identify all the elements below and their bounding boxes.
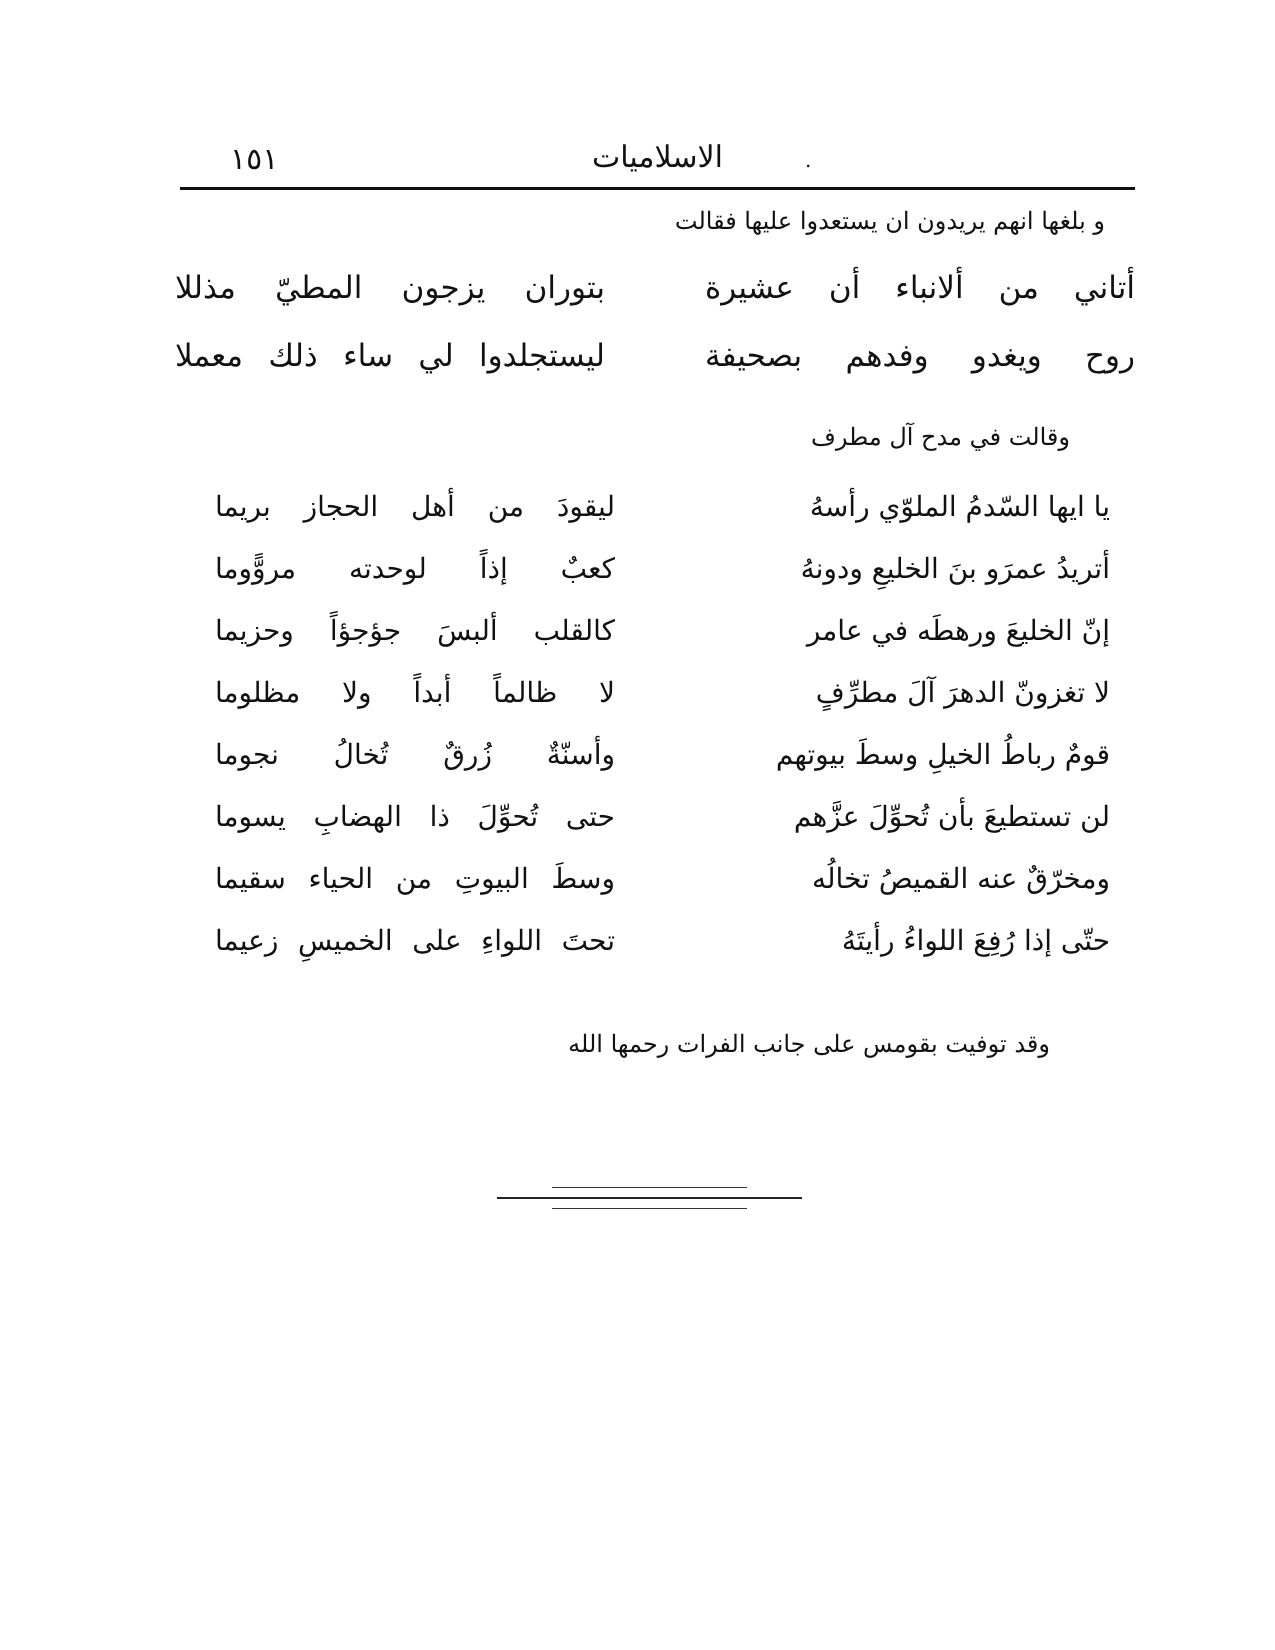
first-hemistich: لا تغزونّ الدهرَ آلَ مطرِّفٍ: [815, 676, 1110, 709]
first-hemistich: لن تستطيعَ بأن تُحوِّلَ عزَّهم: [793, 800, 1110, 833]
second-hemistich: حتى تُحوِّلَ ذا الهضابِ يسوما: [215, 800, 615, 833]
intro-text-1: و بلغها انهم يريدون ان يستعدوا عليها فقالت: [674, 207, 1105, 235]
first-hemistich: أتريدُ عمرَو بنَ الخليعِ ودونهُ: [800, 552, 1110, 585]
first-hemistich: روح ويغدو وفدهم بصحيفة: [705, 338, 1135, 374]
second-hemistich: كالقلب ألبسَ جؤجؤاً وحزيما: [215, 614, 615, 647]
verse: [215, 490, 1110, 552]
second-hemistich: بتوران يزجون المطيّ مذللا: [175, 270, 605, 306]
poem-1: [175, 270, 1135, 406]
first-hemistich: أتاني من ألانباء أن عشيرة: [705, 270, 1135, 306]
first-hemistich: يا ايها السّدمُ الملوّي رأسهُ: [809, 490, 1110, 523]
ornament-line: [497, 1197, 802, 1199]
second-hemistich: وأسنّةٌ زُرقٌ تُخالُ نجوما: [215, 738, 615, 771]
ornament-line: [552, 1187, 747, 1188]
second-hemistich: كعبٌ إذاً لوحدته مروًّوما: [215, 552, 615, 585]
poem-2: [215, 490, 1110, 986]
second-hemistich: وسطَ البيوتِ من الحياء سقيما: [215, 862, 615, 895]
first-hemistich: قومٌ رباطُ الخيلِ وسطَ بيوتهم: [775, 738, 1110, 771]
verse: [215, 552, 1110, 614]
verse: [215, 800, 1110, 862]
second-hemistich: ليستجلدوا لي ساء ذلك معملا: [175, 338, 605, 374]
intro-text-2: وقالت في مدح آل مطرف: [811, 423, 1070, 451]
second-hemistich: تحتَ اللواءِ على الخميسِ زعيما: [215, 924, 615, 957]
header-dot: .: [805, 148, 812, 172]
verse: [175, 338, 1135, 406]
first-hemistich: حتّى إذا رُفِعَ اللواءُ رأيتَهُ: [841, 924, 1110, 957]
verse: [215, 676, 1110, 738]
closing-note: وقد توفيت بقومس على جانب الفرات رحمها الله: [568, 1030, 1050, 1058]
verse: [215, 862, 1110, 924]
verse: [215, 738, 1110, 800]
verse: [215, 924, 1110, 986]
second-hemistich: لا ظالماً أبداً ولا مظلوما: [215, 676, 615, 709]
verse: [215, 614, 1110, 676]
end-ornament: [497, 1187, 802, 1213]
header-rule: [180, 187, 1135, 190]
first-hemistich: إنّ الخليعَ ورهطَه في عامر: [806, 614, 1110, 647]
running-title: الاسلاميات: [592, 140, 723, 175]
page-header: [180, 140, 1135, 182]
page-number: ١٥١: [230, 142, 279, 177]
first-hemistich: ومخرّقٌ عنه القميصُ تخالُه: [812, 862, 1110, 895]
second-hemistich: ليقودَ من أهل الحجاز بريما: [215, 490, 615, 523]
verse: [175, 270, 1135, 338]
ornament-line: [552, 1208, 747, 1209]
